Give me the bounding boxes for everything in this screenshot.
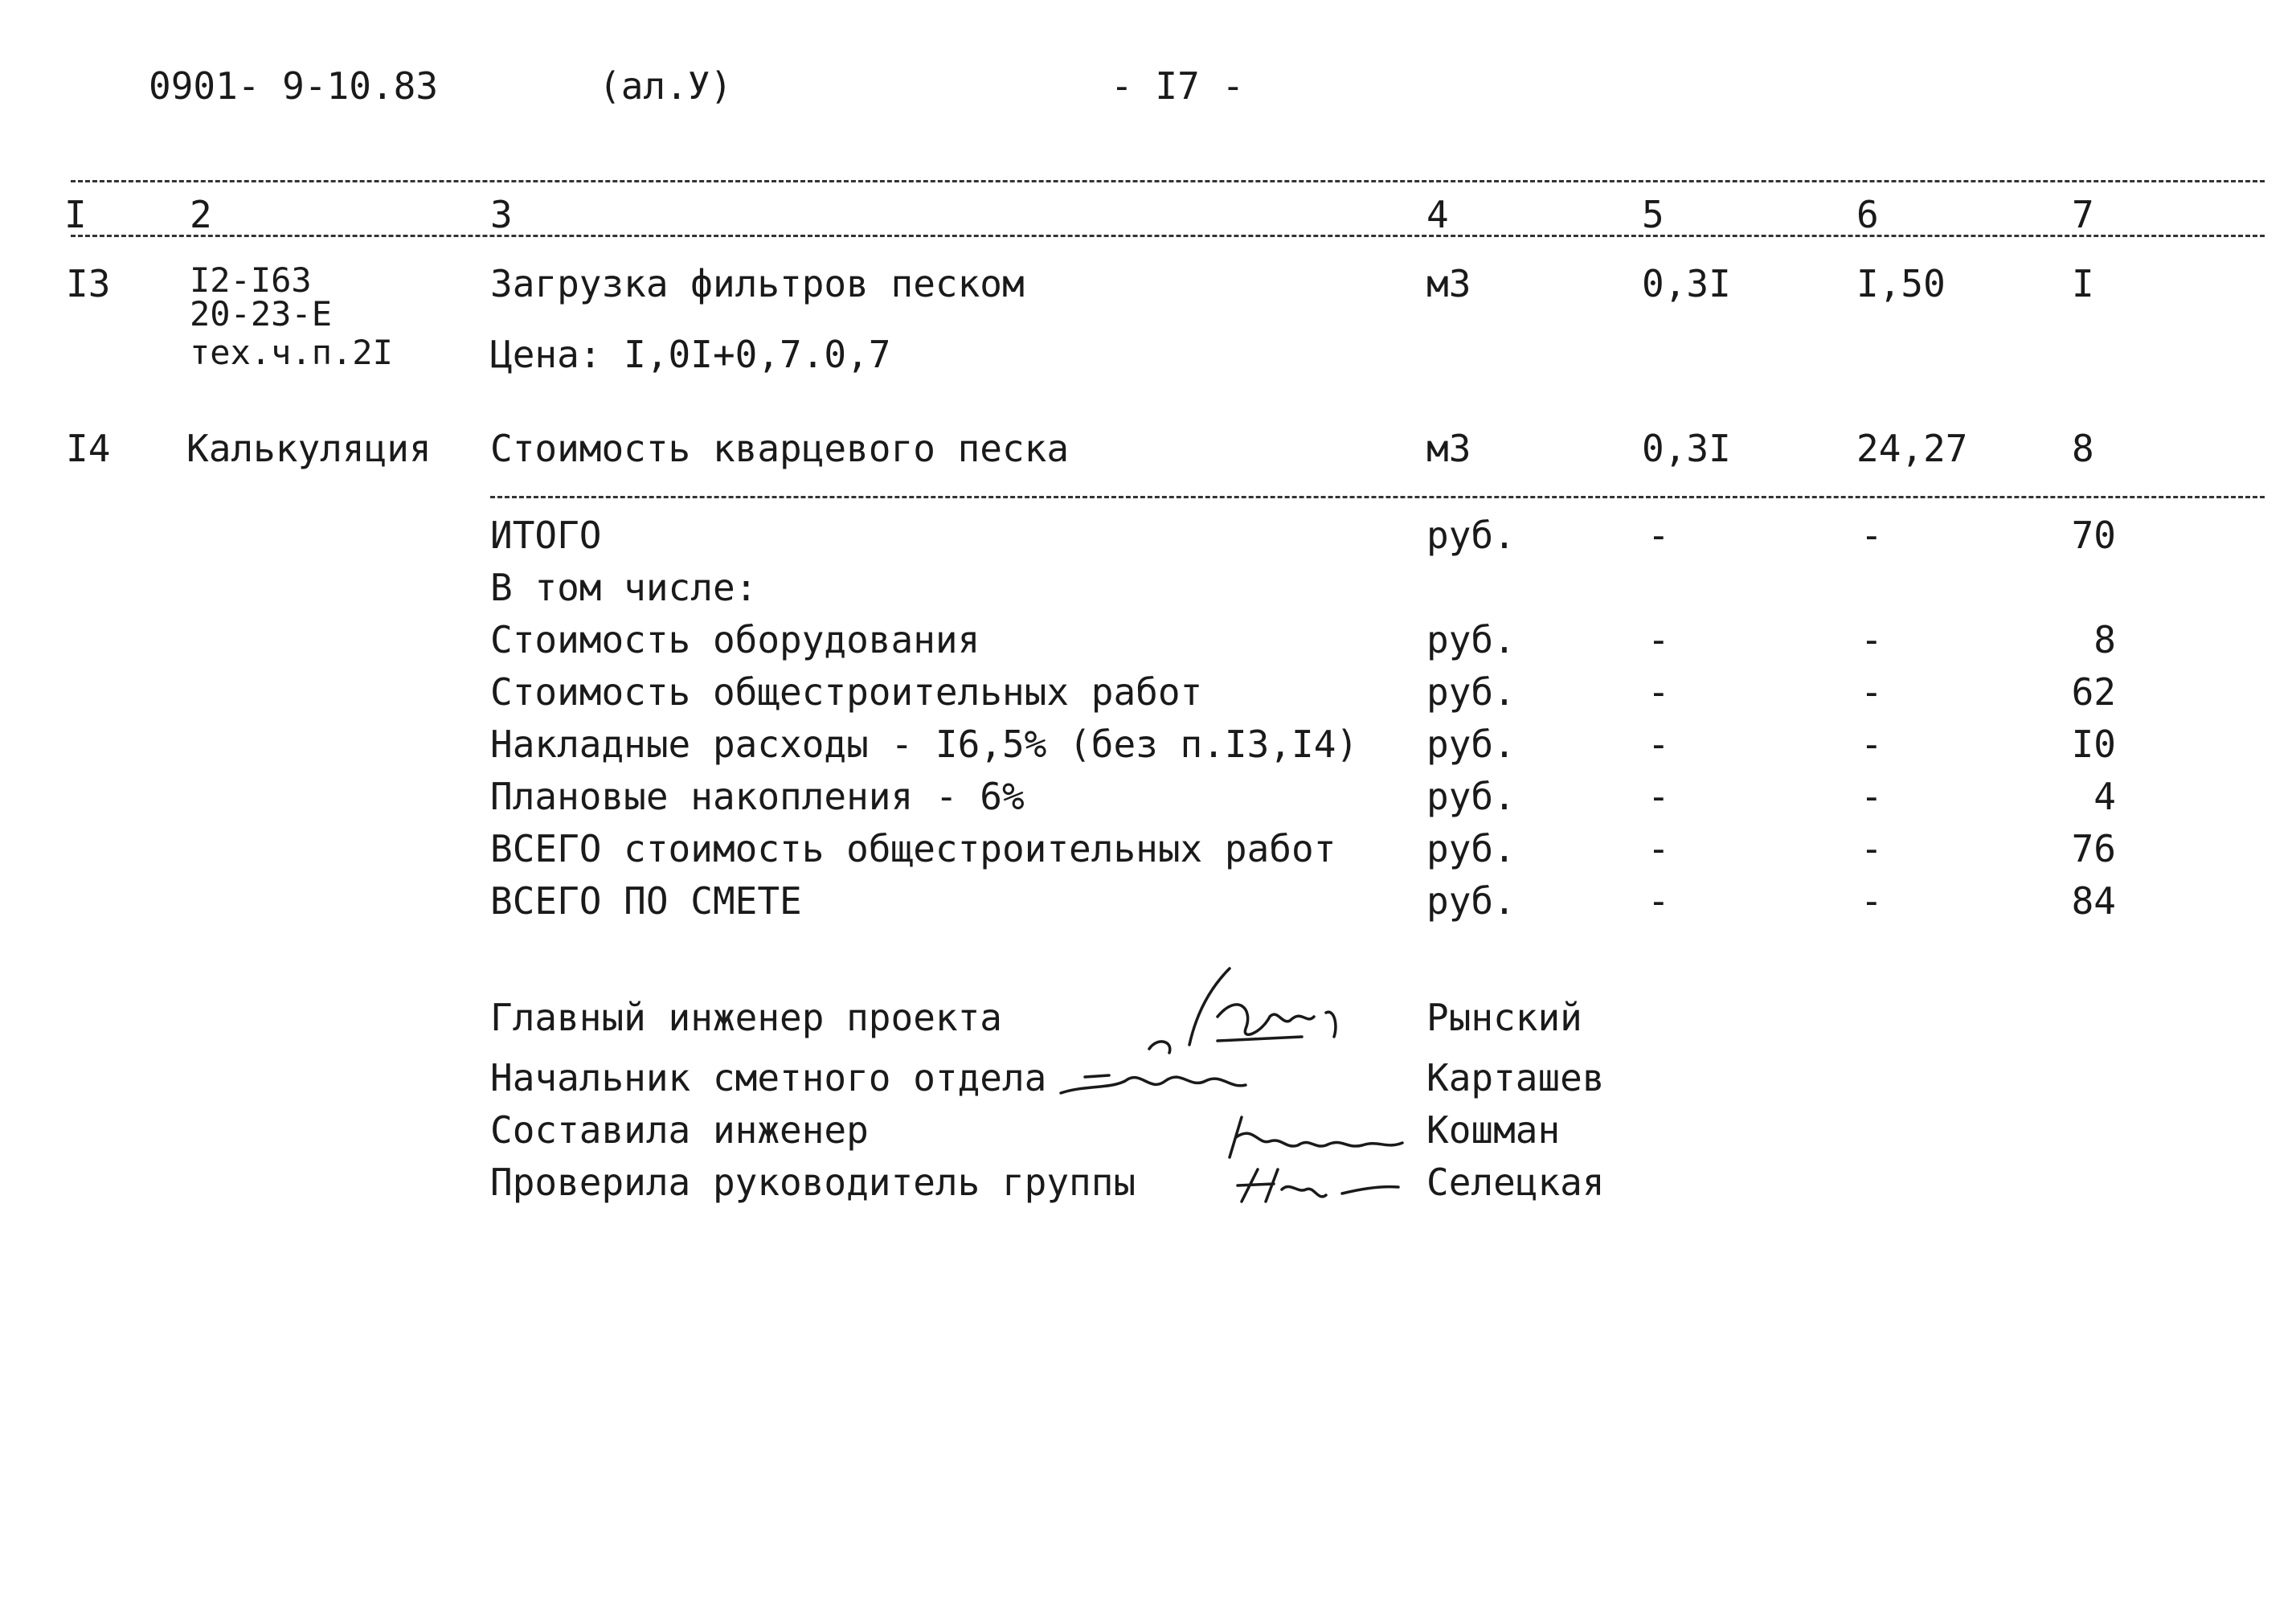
row-14-unit: м3 — [1426, 427, 1471, 470]
total-value-grand: 84 — [2071, 879, 2116, 923]
column-header-4: 4 — [1426, 193, 1449, 236]
total-value-all-construction: 76 — [2071, 827, 2116, 870]
total-unit-construction: руб. — [1426, 670, 1516, 714]
column-header-7: 7 — [2072, 193, 2094, 236]
total-label-including: В том числе: — [490, 566, 758, 609]
row-14-qty: 0,3I — [1642, 427, 1731, 470]
row-14-basis: Калькуляция — [186, 427, 432, 470]
total-label-itogo: ИТОГО — [490, 514, 602, 557]
total-c6-savings: - — [1860, 775, 1883, 818]
row-14-name: Стоимость кварцевого песка — [490, 427, 1070, 470]
signature-role-chief-engineer: Главный инженер проекта — [490, 996, 1002, 1039]
total-value-overhead: I0 — [2071, 723, 2116, 766]
total-value-equipment: 8 — [2093, 618, 2116, 661]
total-c5-savings: - — [1647, 775, 1670, 818]
signature-name-chief-engineer: Рынский — [1426, 996, 1582, 1039]
column-header-6: 6 — [1856, 193, 1879, 236]
handwritten-signature-2 — [1053, 1045, 1286, 1109]
signature-name-compiled-by: Кошман — [1426, 1108, 1561, 1152]
table-top-rule — [71, 180, 2265, 182]
total-c6-construction: - — [1860, 670, 1883, 714]
total-label-savings: Плановые накопления - 6% — [490, 775, 1025, 818]
total-c6-equipment: - — [1860, 618, 1883, 661]
column-header-5: 5 — [1642, 193, 1664, 236]
total-c6-overhead: - — [1860, 723, 1883, 766]
total-c5-all-construction: - — [1647, 827, 1670, 870]
total-c6-all-construction: - — [1860, 827, 1883, 870]
row-13-basis-3: тех.ч.п.2I — [190, 333, 393, 372]
total-c6-itogo: - — [1860, 514, 1883, 557]
row-13-number: I3 — [66, 262, 111, 305]
column-header-1: I — [64, 193, 87, 236]
row-13-basis-1: I2-I63 — [190, 260, 312, 300]
column-header-2: 2 — [190, 193, 212, 236]
total-c5-overhead: - — [1647, 723, 1670, 766]
total-label-construction: Стоимость общестроительных работ — [490, 670, 1203, 714]
total-unit-equipment: руб. — [1426, 618, 1516, 661]
total-value-savings: 4 — [2093, 775, 2116, 818]
total-label-grand: ВСЕГО ПО СМЕТЕ — [490, 879, 802, 923]
total-label-overhead: Накладные расходы - I6,5% (без п.I3,I4) — [490, 723, 1359, 766]
total-unit-overhead: руб. — [1426, 723, 1516, 766]
total-unit-itogo: руб. — [1426, 514, 1516, 557]
page-number: - I7 - — [1111, 64, 1245, 108]
total-value-itogo: 70 — [2071, 514, 2116, 557]
signature-role-compiled-by: Составила инженер — [490, 1108, 869, 1152]
total-label-equipment: Стоимость оборудования — [490, 618, 980, 661]
total-label-all-construction: ВСЕГО стоимость общестроительных работ — [490, 827, 1336, 870]
total-unit-grand: руб. — [1426, 879, 1516, 923]
column-header-rule — [71, 235, 2265, 237]
row-14-price: 24,27 — [1856, 427, 1968, 470]
row-14-cost: 8 — [2072, 427, 2094, 470]
row-13-cost: I — [2072, 262, 2094, 305]
row-13-price-note: Цена: I,0I+0,7.0,7 — [490, 333, 891, 376]
signature-role-estimate-head: Начальник сметного отдела — [490, 1056, 1047, 1099]
row-13-unit: м3 — [1426, 262, 1471, 305]
row-14-number: I4 — [66, 427, 111, 470]
total-value-construction: 62 — [2071, 670, 2116, 714]
total-c5-itogo: - — [1647, 514, 1670, 557]
total-unit-all-construction: руб. — [1426, 827, 1516, 870]
total-c5-equipment: - — [1647, 618, 1670, 661]
row-13-price: I,50 — [1856, 262, 1946, 305]
signature-name-estimate-head: Карташев — [1426, 1056, 1605, 1099]
totals-rule — [490, 496, 2265, 498]
total-c6-grand: - — [1860, 879, 1883, 923]
document-code: 0901- 9-10.83 — [149, 64, 439, 108]
signature-role-checked-by: Проверила руководитель группы — [490, 1161, 1136, 1204]
column-header-3: 3 — [490, 193, 513, 236]
row-13-basis-2: 20-23-E — [190, 294, 333, 334]
row-13-qty: 0,3I — [1642, 262, 1731, 305]
total-c5-construction: - — [1647, 670, 1670, 714]
total-c5-grand: - — [1647, 879, 1670, 923]
total-unit-savings: руб. — [1426, 775, 1516, 818]
handwritten-signature-4 — [1230, 1153, 1406, 1218]
signature-name-checked-by: Селецкая — [1426, 1161, 1605, 1204]
album-label: (ал.У) — [599, 64, 733, 108]
row-13-name: Загрузка фильтров песком — [490, 262, 1025, 305]
